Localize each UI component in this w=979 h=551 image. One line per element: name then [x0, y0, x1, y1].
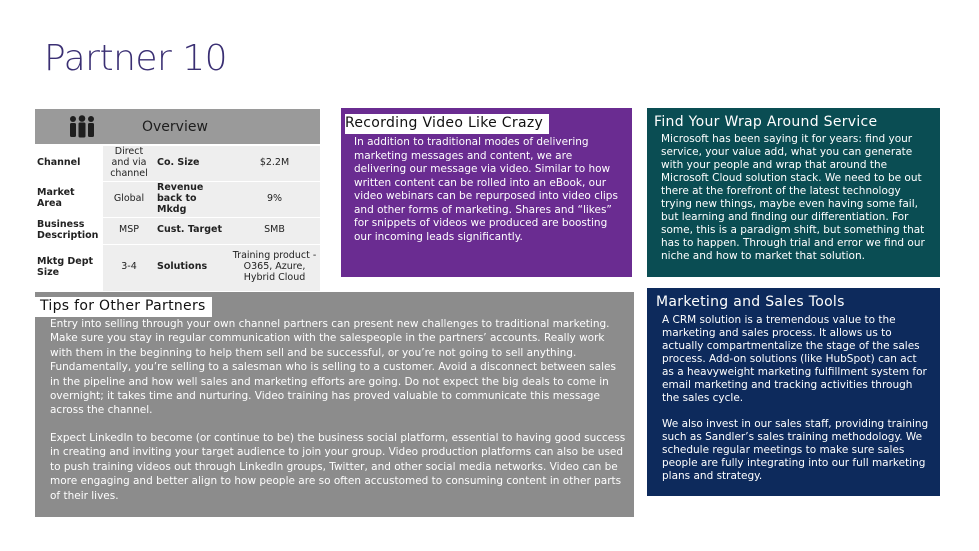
wrap-around-panel — [647, 108, 940, 277]
row-value: SMB — [229, 218, 320, 244]
tips-title: Tips for Other Partners — [35, 297, 212, 317]
row-key: Channel — [35, 146, 103, 181]
row-value: 9% — [229, 182, 320, 217]
people-icon — [68, 115, 96, 139]
table-row — [35, 146, 320, 181]
row-key: Revenue back to Mkdg — [155, 182, 229, 217]
tips-panel — [35, 292, 634, 517]
overview-header — [35, 109, 320, 144]
table-row — [35, 182, 320, 217]
tips-paragraph: Entry into selling through your own channel partners can present new challenges to traditional marketing. Make sure you stay in regular communication with the salespeople in the partners’ accounts. Really work with them in the beginning to help them sell and be successful, or you’re not going to sell anything. Fundamentally, you’re selling to a salesman who is selling to a customer. Avoid a disconnect between sales in the pipeline and how well sales and marketing efforts are going. Do not expect the big deals to come in overnight; it takes time and nurturing. Video training has proved valuable to communicate this message across the channel. — [50, 318, 616, 417]
row-key: Market Area — [35, 182, 103, 217]
row-value: Training product - O365, Azure, Hybrid Cloud — [229, 245, 320, 291]
tips-paragraph: Expect LinkedIn to become (or continue to be) the business social platform, essential to having good success in creating and inviting your target audience to join your group. Video production platforms can also be used to push training videos out through LinkedIn groups, Twitter, and other social media networks. Video can be more engaging and better align to how people are so often accustomed to consuming content in other parts of their lives. — [50, 432, 626, 502]
table-row — [35, 218, 320, 244]
row-value: Direct and via channel — [103, 146, 155, 181]
recording-video-title: Recording Video Like Crazy — [345, 114, 549, 134]
row-value: 3-4 — [103, 245, 155, 291]
slide-title: Partner 10 — [44, 38, 228, 79]
recording-video-panel — [341, 108, 632, 277]
overview-title: Overview — [142, 119, 208, 135]
recording-video-text: In addition to traditional modes of delivering marketing messages and content, we are delivering our message via video. Similar to how written content can be rolled into an eBook, our video webinars can be repurposed into video clips and other forms of marketing. Shares and “likes” for snippets of videos we produced are boosting our incoming leads significantly. — [354, 136, 618, 243]
row-key: Cust. Target — [155, 218, 229, 244]
row-value: MSP — [103, 218, 155, 244]
row-key: Co. Size — [155, 146, 229, 181]
marketing-paragraph: A CRM solution is a tremendous value to the marketing and sales process. It allows us to actually compartmentalize the stage of the sales process. Add-on solutions (like HubSpot) can act as a heavyweight marketing fulfillment system for email marketing and tracking activities through the sales cycle. — [662, 314, 927, 404]
wrap-around-text: Microsoft has been saying it for years: find your service, your value add, what you can generate with your people and wrap that around the Microsoft Cloud solution stack. We need to be out there at the forefront of the latest technology trying new things, maybe even having some fail, but learning and finding our differentiation. For some, this is a paradigm shift, but something that has to happen. Through trial and error we find our niche and how to market that solution. — [661, 133, 925, 262]
row-key: Business Description — [35, 218, 103, 244]
row-value: $2.2M — [229, 146, 320, 181]
row-key: Solutions — [155, 245, 229, 291]
marketing-tools-panel — [647, 288, 940, 496]
table-row — [35, 245, 320, 291]
marketing-paragraph: We also invest in our sales staff, providing training such as Sandler’s sales training methodology. We schedule regular meetings to make sure sales people are fully integrating into our full marketing plans and strategy. — [662, 418, 929, 482]
row-value: Global — [103, 182, 155, 217]
marketing-tools-title: Marketing and Sales Tools — [656, 294, 845, 310]
row-key: Mktg Dept Size — [35, 245, 103, 291]
overview-table — [35, 145, 320, 292]
wrap-around-title: Find Your Wrap Around Service — [654, 114, 878, 130]
